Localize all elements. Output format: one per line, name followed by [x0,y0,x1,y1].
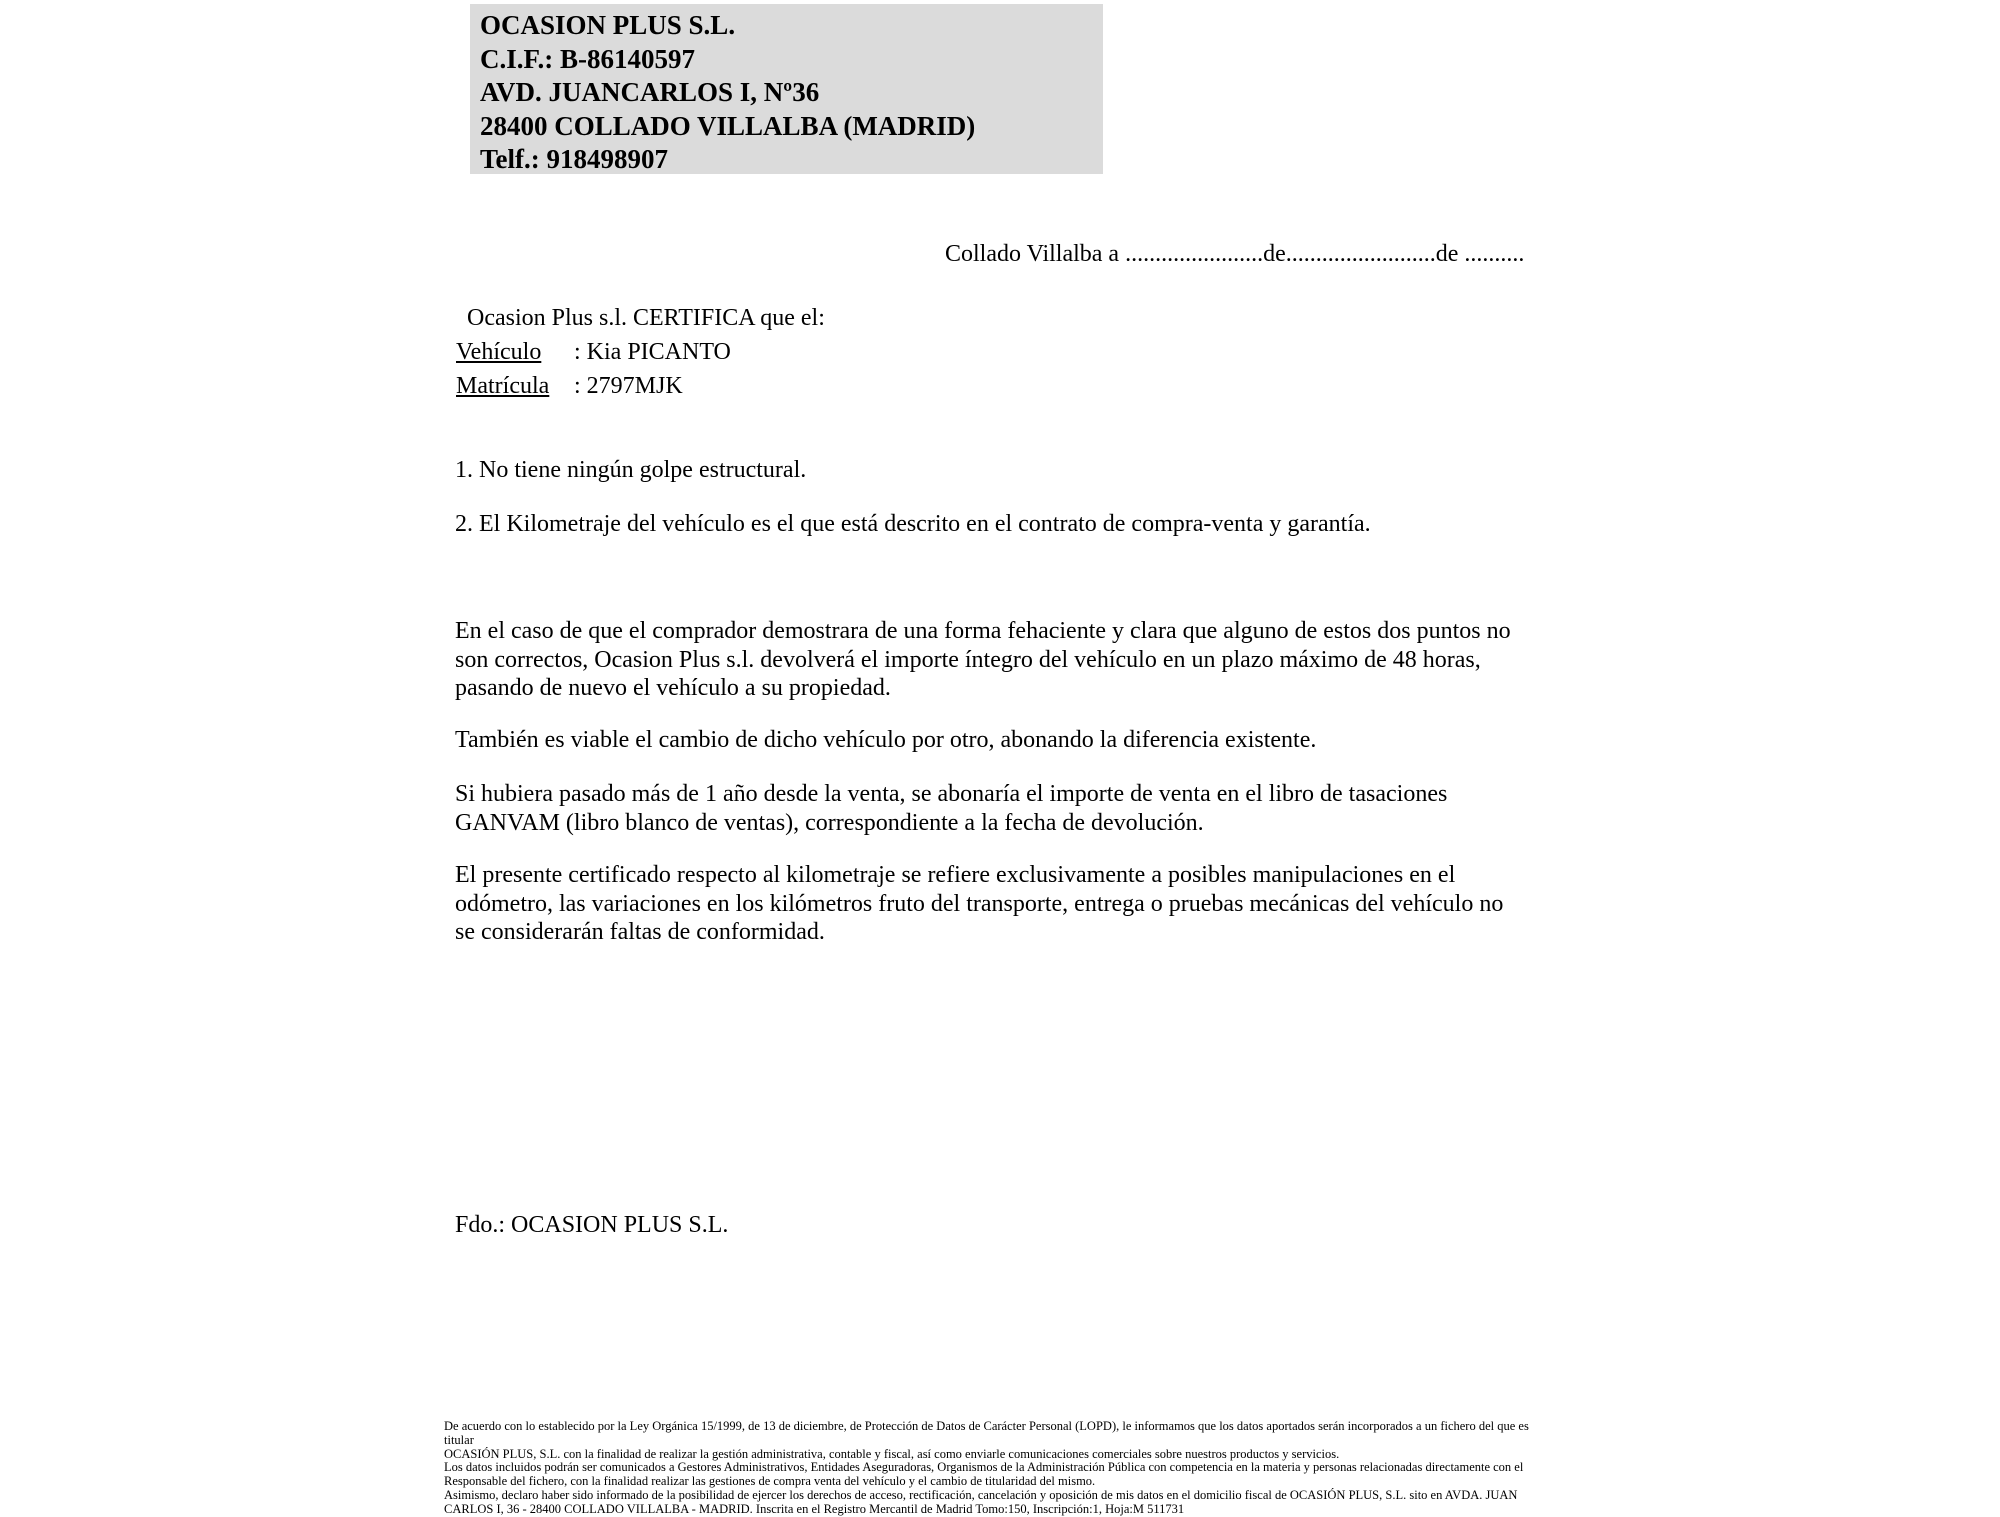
company-name: OCASION PLUS S.L. [480,10,736,40]
vehicle-label: Vehículo [456,339,542,365]
plate-value: : 2797MJK [574,373,683,399]
company-phone: Telf.: 918498907 [480,144,668,174]
paragraph-line: se considerarán faltas de conformidad. [455,919,825,945]
signature-line: Fdo.: OCASION PLUS S.L. [455,1212,729,1238]
company-cif: C.I.F.: B-86140597 [480,43,696,74]
plate-label: Matrícula [456,373,550,399]
certifica-intro: Ocasion Plus s.l. CERTIFICA que el: [467,305,825,331]
footer-line: Los datos incluidos podrán ser comunicados a Gestores Administrativos, Entidades Aseguradoras, Organismos de la Administración Pública con competencia en la materia y personas relacionadas directamente con el [444,1460,1524,1475]
footer-line: Responsable del fichero, con la finalidad realizar las gestiones de compra venta del vehículo y el cambio de titularidad del mismo. [444,1474,1096,1489]
plate-field [456,369,825,403]
paragraph-line: GANVAM (libro blanco de ventas), correspondiente a la fecha de devolución. [455,809,1204,836]
paragraph-odometer [455,861,1503,947]
footer-line: De acuerdo con lo establecido por la Ley Orgánica 15/1999, de 13 de diciembre, de Protección de Datos de Carácter Personal (LOPD), le informamos que los datos aportados serán incorporados a un fichero del que es titular [444,1419,1529,1447]
certifica-block [456,301,825,403]
paragraph-ganvam [455,780,1447,837]
date-line: Collado Villalba a .......................de.........................de .......... [945,241,1525,267]
point-structural: 1. No tiene ningún golpe estructural. [455,457,807,483]
paragraph-line: pasando de nuevo el vehículo a su propiedad. [455,675,891,701]
company-header-box [470,4,1103,174]
company-city: 28400 COLLADO VILLALBA (MADRID) [480,110,976,141]
paragraph-line: Si hubiera pasado más de 1 año desde la venta, se abonaría el importe de venta en el libro de tasaciones [455,781,1448,807]
paragraph-line: También es viable el cambio de dicho vehículo por otro, abonando la diferencia existente. [455,727,1317,753]
legal-footer [444,1420,1554,1517]
paragraph-refund [455,617,1511,703]
vehicle-field [456,335,825,369]
paragraph-exchange [455,726,1316,755]
point-mileage: 2. El Kilometraje del vehículo es el que está descrito en el contrato de compra-venta y garantía. [455,511,1371,537]
footer-line: OCASIÓN PLUS, S.L. con la finalidad de realizar la gestión administrativa, contable y fiscal, así como enviarle comunicaciones comerciales sobre nuestros productos y servicios. [444,1446,1340,1461]
paragraph-line: En el caso de que el comprador demostrara de una forma fehaciente y clara que alguno de estos dos puntos no [455,618,1511,644]
paragraph-line: El presente certificado respecto al kilometraje se refiere exclusivamente a posibles manipulaciones en el [455,862,1456,888]
footer-line: Asimismo, declaro haber sido informado de la posibilidad de ejercer los derechos de acceso, rectificación, cancelación y oposición de mis datos en el domicilio fiscal de OCASIÓN PLUS, S.L. sito en AVDA. JUAN [444,1487,1518,1502]
paragraph-line: son correctos, Ocasion Plus s.l. devolverá el importe íntegro del vehículo en un plazo máximo de 48 horas, [455,646,1481,673]
footer-line: CARLOS I, 36 - 28400 COLLADO VILLALBA - MADRID. Inscrita en el Registro Mercantil de Madrid Tomo:150, Inscripción:1, Hoja:M 511731 [444,1501,1185,1516]
paragraph-line: odómetro, las variaciones en los kilómetros fruto del transporte, entrega o pruebas mecánicas del vehículo no [455,890,1504,917]
vehicle-value: : Kia PICANTO [574,339,731,365]
company-address: AVD. JUANCARLOS I, Nº36 [480,77,820,107]
